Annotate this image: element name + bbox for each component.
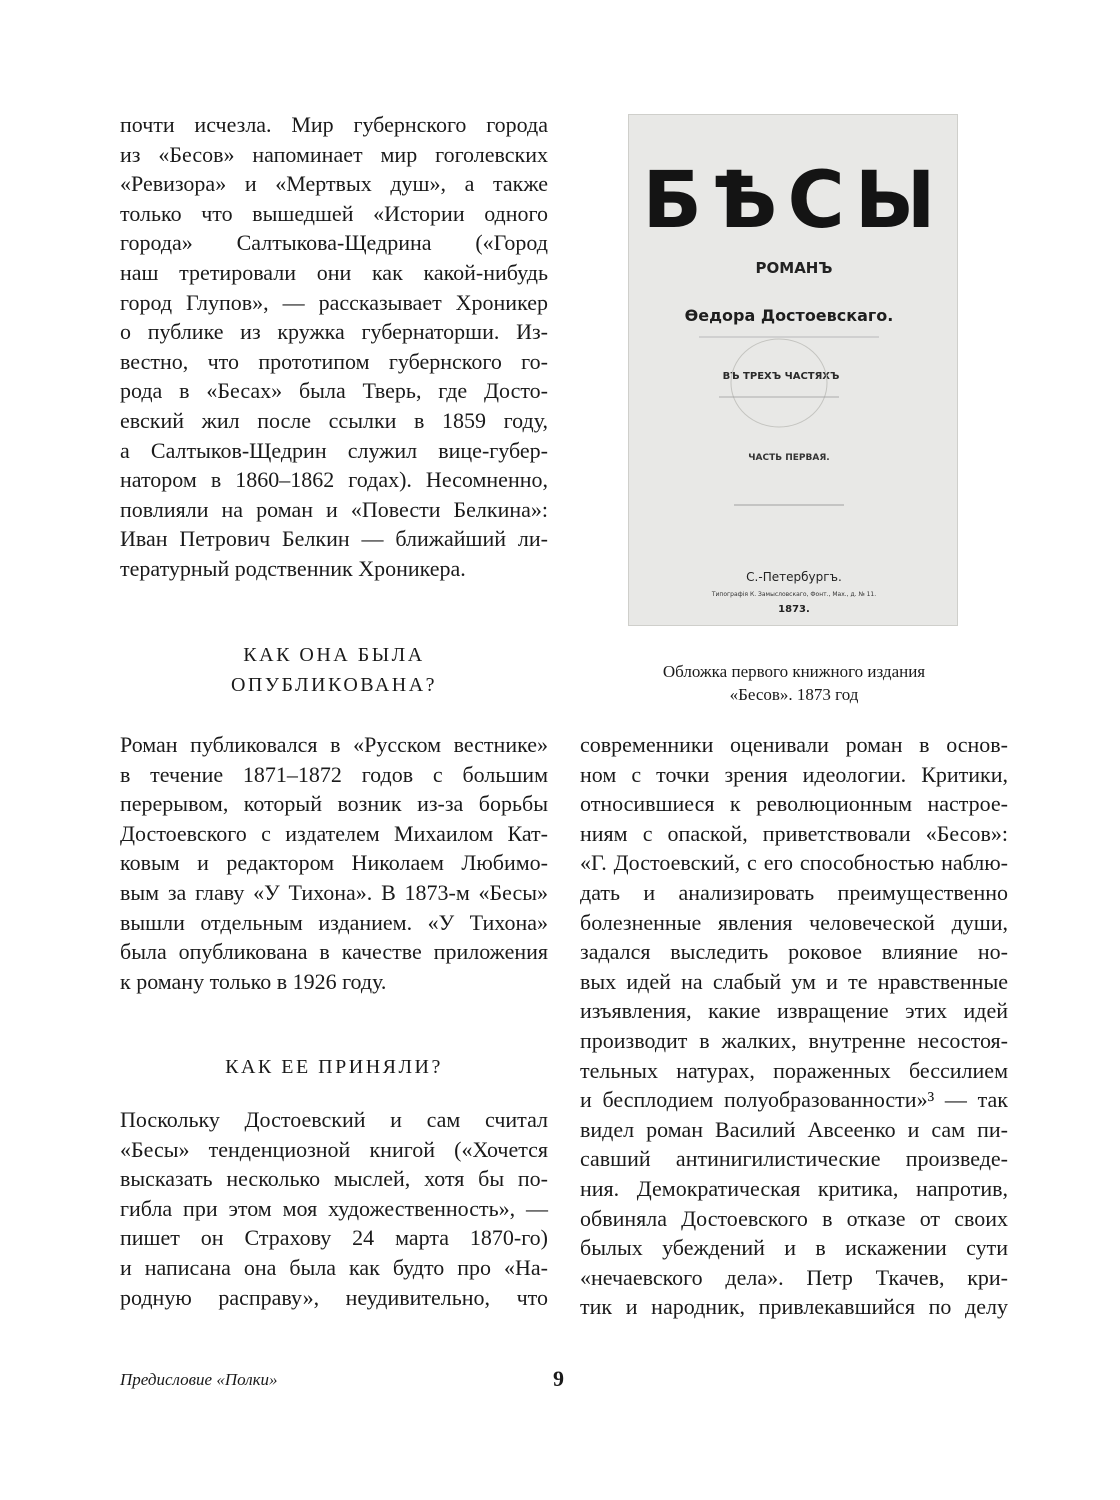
text-line: болезненные явления человеческой души, bbox=[580, 909, 1008, 935]
text-line: «Бесы» тенденциозной книгой («Хочется bbox=[120, 1136, 548, 1162]
text-line: евский жил после ссылки в 1859 году, bbox=[120, 407, 548, 433]
text-line: Поскольку Достоевский и сам считал bbox=[120, 1107, 548, 1132]
section-heading-published bbox=[120, 640, 548, 700]
text-line: вым за главу «У Тихона». В 1873-м «Бесы» bbox=[120, 879, 548, 905]
caption-line: «Бесов». 1873 год bbox=[729, 685, 859, 704]
text-line: перерывом, который возник из-за борьбы bbox=[120, 791, 548, 817]
text-line: была опубликована в качестве приложения bbox=[120, 939, 548, 965]
text-line: высказать несколько мыслей, хотя бы по- bbox=[120, 1166, 548, 1192]
cover-year: 1873. bbox=[778, 604, 810, 615]
section-heading-reception bbox=[120, 1052, 548, 1082]
caption-line: Обложка первого книжного издания bbox=[662, 662, 926, 681]
paragraph-lines bbox=[120, 730, 548, 996]
text-line: и бесплодием полуобразованности»³ — так bbox=[580, 1087, 1008, 1113]
text-line: Достоевского с издателем Михаилом Кат- bbox=[120, 820, 548, 846]
heading-line: КАК ЕЕ ПРИНЯЛИ? bbox=[225, 1056, 443, 1078]
text-line: а Салтыков-Щедрин служил вице-губер- bbox=[120, 437, 548, 463]
book-cover-image bbox=[628, 114, 958, 626]
text-line: города» Салтыкова-Щедрина («Город bbox=[120, 230, 548, 256]
text-line: вых идей на слабый ум и те нравственные bbox=[580, 968, 1008, 994]
text-line: задался выследить роковое влияние но- bbox=[580, 939, 1008, 965]
text-line: ния. Демократическая критика, напротив, bbox=[580, 1175, 1008, 1201]
cover-part: ЧАСТЬ ПЕРВАЯ. bbox=[748, 453, 830, 463]
text-line: тельных натурах, пораженных бессилием bbox=[580, 1057, 1008, 1083]
text-line: вышли отдельным изданием. «У Тихона» bbox=[120, 909, 548, 935]
cover-city: С.-Петербургъ. bbox=[746, 570, 842, 584]
text-line: к роману только в 1926 году. bbox=[120, 968, 387, 994]
text-line: в течение 1871–1872 годов с большим bbox=[120, 761, 548, 787]
text-line: тик и народник, привлекавшийся по делу bbox=[580, 1294, 1008, 1320]
text-line: относившиеся к революционным настрое- bbox=[580, 791, 1008, 817]
running-footer-title: Предисловие «Полки» bbox=[120, 1370, 278, 1389]
text-line: из «Бесов» напоминает мир гоголевских bbox=[120, 141, 548, 167]
text-line: ниям с опаской, приветствовали «Бесов»: bbox=[580, 820, 1008, 846]
text-line: наш третировали они как какой-нибудь bbox=[120, 259, 548, 285]
text-line: и написана она была как будто про «На- bbox=[120, 1254, 548, 1280]
text-line: ном с точки зрения идеологии. Критики, bbox=[580, 761, 1008, 787]
text-line: гибла при этом моя художественность», — bbox=[120, 1195, 548, 1221]
left-paragraph-3 bbox=[120, 1105, 548, 1312]
text-line: вестно, что прототипом губернского го- bbox=[120, 348, 548, 374]
text-line: «Г. Достоевский, с его способностью наблю- bbox=[580, 850, 1008, 876]
text-line: Роман публиковался в «Русском вестнике» bbox=[120, 732, 548, 757]
heading-line: КАК ОНА БЫЛА bbox=[243, 644, 425, 666]
cover-printer: Типографія К. Замысловскаго, Фонт., Мах., д. № 11. bbox=[711, 591, 877, 598]
text-line: «Ревизора» и «Мертвых душ», а также bbox=[120, 171, 548, 197]
text-line: город Глупов», — рассказывает Хроникер bbox=[120, 289, 548, 315]
text-line: изъявления, какие извращение этих идей bbox=[580, 998, 1008, 1024]
paragraph-lines bbox=[120, 1105, 548, 1312]
cover-caption bbox=[580, 660, 1008, 706]
text-line: родную расправу», неудивительно, что bbox=[120, 1284, 548, 1310]
cover-subtitle: РОМАНЪ bbox=[755, 259, 833, 277]
left-paragraph-2 bbox=[120, 730, 548, 996]
text-line: видел роман Василий Авсеенко и сам пи- bbox=[580, 1116, 1008, 1142]
text-line: дать и анализировать преимущественно bbox=[580, 879, 1008, 905]
text-line: савший антинигилистические произведе- bbox=[580, 1146, 1008, 1172]
paragraph-lines bbox=[580, 730, 1008, 1322]
text-line: обвиняла Достоевского в отказе от своих bbox=[580, 1205, 1008, 1231]
text-line: ковым и редактором Николаем Любимо- bbox=[120, 850, 548, 876]
text-line: былых убеждений и в искажении сути bbox=[580, 1235, 1008, 1261]
heading-line: ОПУБЛИКОВАНА? bbox=[230, 674, 438, 696]
text-line: производит в жалких, внутренне несостоя- bbox=[580, 1027, 1008, 1053]
text-line: рода в «Бесах» была Тверь, где Досто- bbox=[120, 378, 548, 404]
text-line: современники оценивали роман в основ- bbox=[580, 732, 1008, 757]
text-line: натором в 1860–1862 годах). Несомненно, bbox=[120, 467, 548, 493]
text-line: только что вышедшей «Истории одного bbox=[120, 200, 548, 226]
cover-author: Ѳедора Достоевскаго. bbox=[684, 306, 894, 325]
text-line: тературный родственник Хроникера. bbox=[120, 555, 466, 581]
cover-title: БѢСЫ bbox=[642, 156, 946, 246]
text-line: о публике из кружка губернаторши. Из- bbox=[120, 319, 548, 345]
text-line: «нечаевского дела». Петр Ткачев, кри- bbox=[580, 1264, 1008, 1290]
left-paragraph-1 bbox=[120, 110, 548, 584]
right-paragraph bbox=[580, 730, 1008, 1322]
page-number: 9 bbox=[553, 1366, 564, 1391]
cover-parts: ВЪ ТРЕХЪ ЧАСТЯХЪ bbox=[722, 371, 840, 382]
paragraph-lines bbox=[120, 110, 548, 584]
text-line: Иван Петрович Белкин — ближайший ли- bbox=[120, 526, 548, 552]
text-line: пишет он Страхову 24 марта 1870-го) bbox=[120, 1225, 548, 1251]
text-line: почти исчезла. Мир губернского города bbox=[120, 112, 548, 137]
text-line: повлияли на роман и «Повести Белкина»: bbox=[120, 496, 548, 522]
